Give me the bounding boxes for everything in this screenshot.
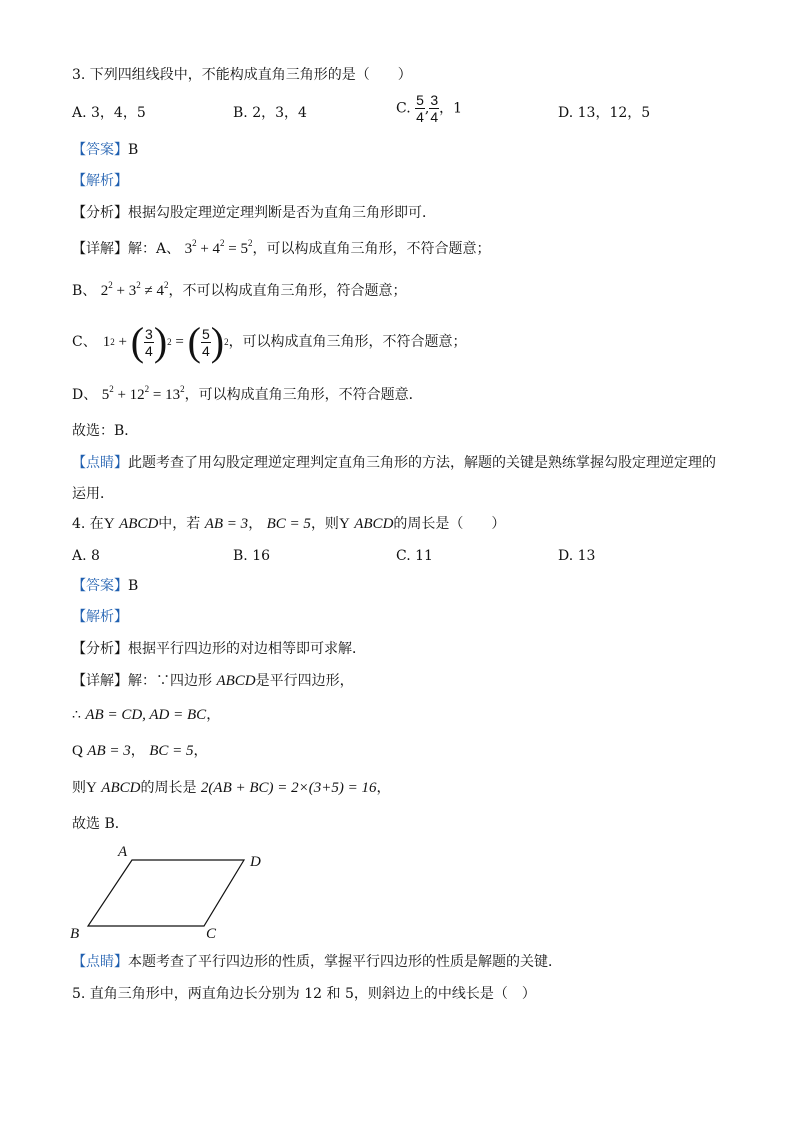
fraction-denominator: 4: [430, 109, 439, 125]
parallelogram-name: ABCD: [119, 516, 159, 532]
q3-detail-d: [72, 386, 423, 404]
answer-value: B: [128, 578, 139, 594]
q4-option-d: D. 13: [558, 548, 596, 564]
separator: ,: [424, 100, 430, 117]
fenxi-tag: 【分析】: [72, 205, 128, 221]
analysis-tag: 【解析】: [72, 173, 128, 189]
answer-tag: 【答案】: [72, 142, 128, 158]
q5-stem: 5. 直角三角形中，两直角边长分别为 12 和 5，则斜边上的中线长是（ ）: [72, 986, 536, 1002]
perimeter-end: ，: [376, 780, 391, 796]
q4-comment: [72, 953, 562, 971]
comma: ，: [248, 516, 263, 532]
fraction-numerator: 3: [430, 92, 439, 108]
fenxi-text: 根据平行四边形的对边相等即可求解．: [128, 641, 366, 657]
equation-bc: BC = 5: [149, 743, 194, 759]
vertex-label-b: B: [70, 926, 80, 940]
equation-d: $5^2 + 12^2 = 13^2$: [101, 384, 185, 403]
fenxi-tag: 【分析】: [72, 641, 128, 657]
equation-opposite-sides: AB = CD, AD = BC: [85, 707, 207, 723]
fraction-denominator: 4: [416, 109, 424, 125]
q3-option-c: [396, 92, 462, 125]
line-b-prefix: B、: [72, 283, 97, 299]
condition-ab: AB = 3: [204, 516, 249, 532]
detail-end: 是平行四边形，: [255, 673, 354, 689]
q4-analysis-heading: [72, 608, 128, 626]
line-d-suffix: ，可以构成直角三角形，不符合题意．: [184, 387, 423, 403]
q3-detail-a: [72, 240, 491, 258]
perimeter-prefix: 则: [72, 780, 86, 796]
because-symbol: Q: [72, 743, 83, 759]
vertex-label-a: A: [118, 844, 128, 860]
parallelogram-shape: [88, 860, 244, 926]
condition-bc: BC = 5: [266, 516, 311, 532]
q4-perimeter: [72, 779, 391, 797]
parallelogram-symbol: Y: [103, 516, 115, 532]
q4-option-a: A. 8: [72, 548, 100, 564]
q4-fenxi: [72, 640, 366, 658]
q4-eq2: [72, 742, 208, 760]
q3-comment-continued: 运用．: [72, 486, 114, 502]
q3-option-d: D. 13，12，5: [558, 105, 651, 121]
stem-prefix: 4. 在: [72, 516, 104, 532]
option-c-tail: ，1: [439, 100, 463, 117]
line-d-prefix: D、: [72, 387, 98, 403]
answer-tag: 【答案】: [72, 578, 128, 594]
line-c-suffix: ，可以构成直角三角形，不符合题意；: [228, 334, 467, 350]
stem-mid2: ，则: [310, 516, 339, 532]
q3-analysis-heading: [72, 172, 128, 190]
detail-tag: 【详解】: [72, 241, 128, 257]
parallelogram-name: ABCD: [216, 673, 256, 689]
eq1-end: ，: [206, 707, 221, 723]
answer-value: B: [128, 142, 139, 158]
q3-option-a: A. 3，4，5: [72, 105, 146, 121]
q3-detail-b: [72, 282, 406, 300]
detail-a-suffix: ，可以构成直角三角形，不符合题意；: [252, 241, 491, 257]
q3-answer: [72, 141, 138, 159]
q3-option-c-fraction-1: [415, 92, 425, 125]
q4-detail: [72, 672, 354, 690]
comment-tag: 【点睛】: [72, 455, 128, 471]
q3-option-c-label: C.: [396, 100, 411, 117]
parallelogram-figure: [68, 840, 288, 940]
fenxi-text: 根据勾股定理逆定理判断是否为直角三角形即可．: [128, 205, 436, 221]
stem-mid: 中，若: [158, 516, 201, 532]
equation-c: 1 2 + ( $\frac{3}{4}$ ) 2 = ( $\frac{5}{4}$ ) 2: [102, 319, 229, 364]
equation-b: $2^2 + 3^2 \ne 4^2$: [100, 280, 169, 299]
parallelogram-name: ABCD: [101, 780, 141, 796]
therefore-symbol: ∴: [72, 707, 81, 723]
comment-tag: 【点睛】: [72, 954, 128, 970]
q3-option-c-fraction-2: [429, 92, 439, 125]
vertex-label-d: D: [250, 854, 261, 870]
stem-end: 的周长是（ ）: [393, 516, 506, 532]
parallelogram-name: ABCD: [354, 516, 394, 532]
comment-text: 本题考查了平行四边形的性质，掌握平行四边形的性质是解题的关键．: [128, 954, 562, 970]
q4-option-c: C. 11: [396, 548, 433, 564]
comma: ，: [130, 743, 145, 759]
equation-ab: AB = 3: [87, 743, 131, 759]
q4-option-b: B. 16: [233, 548, 271, 564]
q3-choose: 故选：B．: [72, 423, 139, 439]
comment-text: 此题考查了用勾股定理逆定理判定直角三角形的方法，解题的关键是熟练掌握勾股定理逆定理的: [128, 455, 716, 471]
q3-fenxi: [72, 204, 436, 222]
eq2-end: ，: [193, 743, 208, 759]
line-c-prefix: C、: [72, 334, 97, 350]
q3-option-b: B. 2，3，4: [233, 105, 307, 121]
q3-stem: 3. 下列四组线段中，不能构成直角三角形的是（ ）: [72, 67, 412, 83]
q3-detail-c: [72, 320, 467, 364]
parallelogram-symbol: Y: [338, 516, 350, 532]
line-b-suffix: ，不可以构成直角三角形，符合题意；: [168, 283, 407, 299]
detail-prefix: 解：A、: [128, 241, 181, 257]
detail-text: 解：∵四边形: [128, 673, 212, 689]
q4-choose: 故选 B．: [72, 816, 129, 832]
q3-comment: [72, 454, 716, 472]
perimeter-mid: 的周长是: [140, 780, 197, 796]
q4-stem: [72, 515, 505, 533]
analysis-tag: 【解析】: [72, 609, 128, 625]
fraction-numerator: 5: [416, 92, 424, 108]
q4-eq1: [72, 706, 220, 724]
perimeter-equation: 2(AB + BC) = 2×(3+5) = 16: [200, 780, 377, 796]
detail-tag: 【详解】: [72, 673, 128, 689]
equation-a: $3^2 + 4^2 = 5^2$: [184, 238, 253, 257]
q4-answer: [72, 577, 138, 595]
parallelogram-symbol: Y: [86, 780, 97, 796]
vertex-label-c: C: [206, 926, 217, 940]
